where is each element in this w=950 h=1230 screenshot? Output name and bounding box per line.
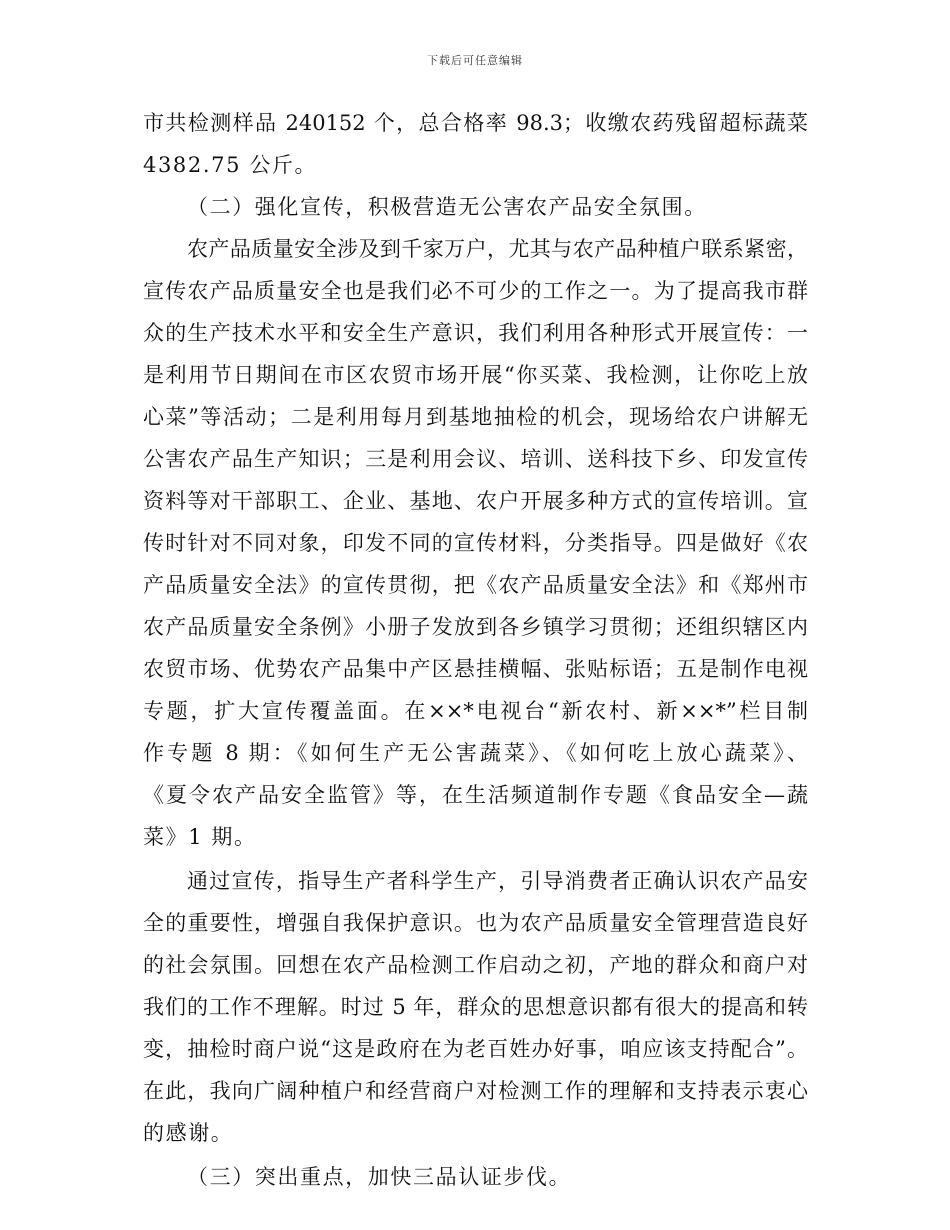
paragraph-publicity-details [143, 228, 808, 858]
text-line: （三）突出重点，加快三品认证步伐。 [187, 1165, 572, 1189]
text-line: 菜》1 期。 [143, 825, 257, 849]
text-line: 《夏令农产品安全监管》等，在生活频道制作专题《食品安全—蔬 [143, 783, 808, 807]
text-line: 的社会氛围。回想在农产品检测工作启动之初，产地的群众和商户对 [143, 953, 808, 977]
section-heading-certification [143, 1156, 808, 1198]
text-line: 全的重要性，增强自我保护意识。也为农产品质量安全管理营造良好 [143, 911, 808, 935]
document-body [143, 102, 808, 1198]
text-line: 4382.75 公斤。 [143, 153, 318, 177]
text-line: 心菜”等活动；二是利用每月到基地抽检的机会，现场给农户讲解无 [143, 405, 808, 429]
paragraph-sampling-results [143, 102, 808, 186]
text-line: （二）强化宣传，积极营造无公害农产品安全氛围。 [187, 195, 707, 219]
section-heading-publicity [143, 186, 808, 228]
text-line: 是利用节日期间在市区农贸市场开展“你买菜、我检测，让你吃上放 [143, 363, 808, 387]
text-line: 资料等对干部职工、企业、基地、农户开展多种方式的宣传培训。宣 [143, 489, 808, 513]
text-line: 在此，我向广阔种植户和经营商户对检测工作的理解和支持表示衷心 [143, 1079, 808, 1103]
text-line: 产品质量安全法》的宣传贯彻，把《农产品质量安全法》和《郑州市 [143, 573, 808, 597]
text-line: 市共检测样品 240152 个，总合格率 98.3；收缴农药残留超标蔬菜 [143, 111, 808, 135]
text-line: 变，抽检时商户说“这是政府在为老百姓办好事，咱应该支持配合”。 [143, 1037, 808, 1061]
text-line: 通过宣传，指导生产者科学生产，引导消费者正确认识农产品安 [187, 869, 808, 893]
text-line: 我们的工作不理解。时过 5 年，群众的思想意识都有很大的提高和转 [143, 995, 808, 1019]
text-line: 宣传农产品质量安全也是我们必不可少的工作之一。为了提高我市群 [143, 279, 808, 303]
text-line: 作专题 8 期：《如何生产无公害蔬菜》、《如何吃上放心蔬菜》、 [143, 741, 808, 765]
paragraph-publicity-effects [143, 860, 808, 1154]
page-header: 下载后可任意编辑 [427, 54, 523, 67]
text-line: 传时针对不同对象，印发不同的宣传材料，分类指导。四是做好《农 [143, 531, 808, 555]
text-line: 农产品质量安全条例》小册子发放到各乡镇学习贯彻；还组织辖区内 [143, 615, 808, 639]
text-line: 的感谢。 [143, 1121, 234, 1145]
text-line: 农贸市场、优势农产品集中产区悬挂横幅、张贴标语；五是制作电视 [143, 657, 808, 681]
text-line: 众的生产技术水平和安全生产意识，我们利用各种形式开展宣传：一 [143, 321, 808, 345]
text-line: 专题，扩大宣传覆盖面。在××*电视台“新农村、新××*”栏目制 [143, 699, 808, 723]
text-line: 公害农产品生产知识；三是利用会议、培训、送科技下乡、印发宣传 [143, 447, 808, 471]
text-line: 农产品质量安全涉及到千家万户，尤其与农产品种植户联系紧密， [187, 237, 808, 261]
